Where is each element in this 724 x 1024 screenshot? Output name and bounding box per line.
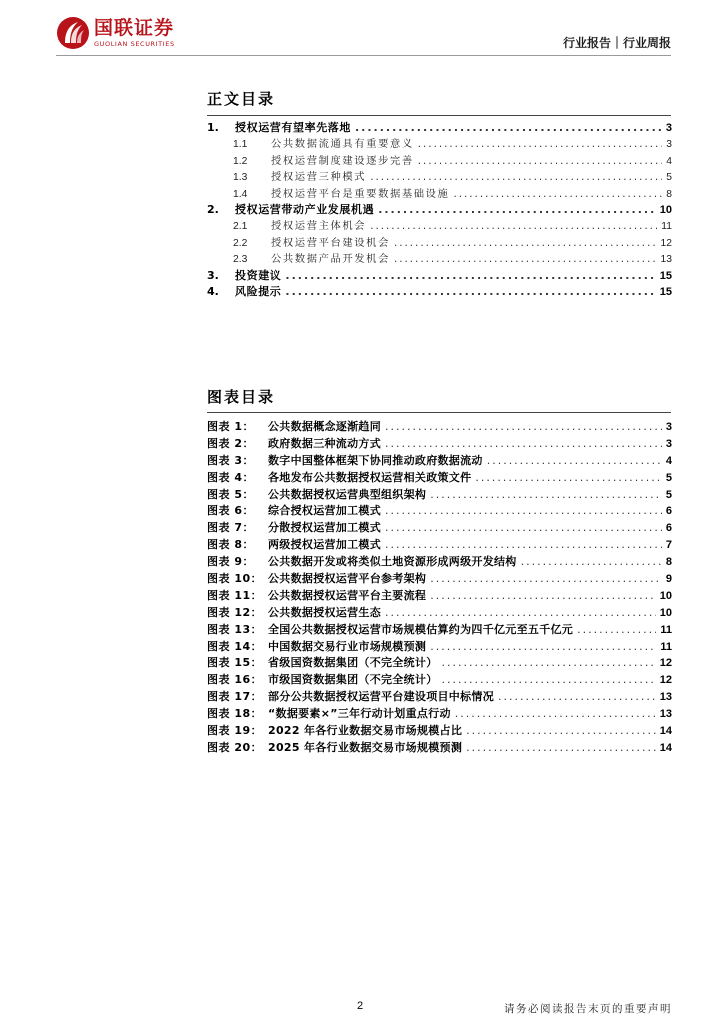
toc-entry[interactable] [207,169,672,185]
toc-entry-page: 11 [661,221,672,233]
figure-entry-label: 图表 12： [207,605,263,619]
toc-entry-page: 12 [660,237,672,249]
figure-leader-dots [385,537,662,554]
toc-entry-page: 3 [665,122,672,134]
toc-entry-title: 授权运营主体机会 [271,220,367,233]
toc-leader-dots [394,251,657,267]
figure-entry-title: 数字中国整体框架下协同推动政府数据流动 [268,453,483,467]
page-number: 2 [357,1000,364,1012]
figure-entry[interactable] [207,487,672,504]
toc-entry-title: 授权运营有望率先落地 [235,121,351,134]
disclaimer-note: 请务必阅读报告末页的重要声明 [504,1003,672,1015]
figure-entry[interactable] [207,503,672,520]
figure-entry-page: 12 [659,674,672,687]
figure-entry[interactable] [207,588,672,605]
figure-entry-label: 图表 15： [207,656,263,670]
figure-entry-page: 6 [665,522,672,535]
figure-entry-page: 4 [665,454,672,467]
figure-entry-title: 市级国资数据集团（不完全统计） [268,673,438,687]
toc-leader-dots [285,284,655,300]
figure-entry-label: 图表 9： [207,555,254,569]
toc-entry-title: 风险提示 [235,284,282,298]
company-logo [56,16,196,52]
figure-leader-dots [577,622,656,639]
toc-entry-page: 8 [666,188,672,200]
toc-leader-dots [394,235,657,251]
figure-entry[interactable] [207,622,672,639]
report-type-label: 行业报告｜行业周报 [562,36,671,50]
toc-leader-dots [453,186,662,202]
figure-entry[interactable] [207,554,672,571]
figure-entry-title: 公共数据授权运营平台参考架构 [268,572,427,586]
figure-entry-page: 10 [659,589,672,602]
figure-entry-page: 13 [659,691,672,704]
figure-entry-label: 图表 5： [207,487,254,501]
figure-entry-page: 3 [665,437,672,450]
figure-entry-page: 12 [659,657,672,670]
toc-entry-page: 10 [659,203,672,216]
toc-entry-title: 授权运营制度建设逐步完善 [271,154,414,167]
figure-leader-dots [466,740,656,757]
toc-entry-page: 15 [659,269,672,282]
figure-leader-dots [521,554,662,571]
figure-entry-page: 13 [659,708,672,721]
figure-list-title: 图表目录 [207,388,276,406]
figure-entry-title: 省级国资数据集团（不完全统计） [268,656,438,670]
figure-entry[interactable] [207,453,672,470]
figure-list-title-divider [207,412,671,413]
figure-entry[interactable] [207,470,672,487]
toc-entry[interactable] [207,186,672,202]
toc-entry-number: 1.2 [233,155,248,167]
toc-title-divider [207,115,671,116]
figure-entry-title: 中国数据交易行业市场规模预测 [268,639,427,653]
toc-entry-number: 4. [207,284,219,298]
toc-entry-number: 2.3 [233,254,248,266]
toc-title: 正文目录 [207,90,276,108]
toc-leader-dots [418,136,663,152]
figure-entry-title: 2025 年各行业数据交易市场规模预测 [268,740,463,754]
figure-leader-dots [430,571,662,588]
figure-leader-dots [385,419,662,436]
figure-entry-label: 图表 2： [207,436,254,450]
figure-entry-label: 图表 20： [207,740,263,754]
toc-list [207,120,672,300]
toc-entry-page: 3 [666,139,672,151]
figure-entry-title: 2022 年各行业数据交易市场规模占比 [268,724,463,738]
figure-entry[interactable] [207,436,672,453]
toc-entry[interactable] [207,251,672,267]
header-divider [56,55,671,56]
toc-entry[interactable] [207,153,672,169]
figure-entry-label: 图表 17： [207,690,263,704]
figure-entry-label: 图表 19： [207,724,263,738]
figure-entry-label: 图表 18： [207,707,263,721]
logo-english-name: GUOLIAN SECURITIES [94,40,175,48]
figure-entry-page: 5 [665,471,672,484]
figure-entry-title: 公共数据授权运营生态 [268,605,381,619]
toc-entry[interactable] [207,202,672,218]
toc-entry-title: 授权运营平台建设机会 [271,236,390,249]
figure-entry-label: 图表 10： [207,572,263,586]
toc-leader-dots [418,153,663,169]
figure-entry[interactable] [207,723,672,740]
toc-entry[interactable] [207,284,672,300]
toc-entry-number: 1.1 [233,139,248,151]
figure-entry-page: 3 [665,421,672,433]
figure-leader-dots [455,706,656,723]
figure-entry-page: 11 [660,623,672,636]
figure-entry-label: 图表 6： [207,504,254,518]
toc-entry-title: 公共数据产品开发机会 [271,253,390,266]
toc-entry-title: 授权运营平台是重要数据基础设施 [271,187,450,200]
figure-entry-label: 图表 13： [207,622,263,636]
figure-entry-page: 6 [665,505,672,518]
figure-leader-dots [442,672,656,689]
figure-entry-label: 图表 1： [207,420,254,433]
figure-entry-label: 图表 7： [207,521,254,535]
toc-entry-page: 13 [660,254,672,266]
figure-entry-page: 8 [665,556,672,569]
toc-leader-dots [355,120,662,136]
figure-entry-title: 政府数据三种流动方式 [268,436,381,450]
figure-entry[interactable] [207,605,672,622]
toc-entry[interactable] [207,235,672,251]
figure-entry-page: 10 [659,606,672,619]
toc-entry-page: 4 [666,155,672,167]
logo-chinese-name: 国联证券 [94,17,175,39]
toc-entry-number: 2.1 [233,221,248,233]
toc-entry-title: 公共数据流通具有重要意义 [271,138,414,151]
figure-entry-title: 各地发布公共数据授权运营相关政策文件 [268,470,472,484]
figure-entry-label: 图表 14： [207,639,263,653]
figure-entry[interactable] [207,520,672,537]
figure-entry-label: 图表 4： [207,470,254,484]
toc-entry-title: 授权运营带动产业发展机遇 [235,202,375,216]
toc-entry-number: 1.4 [233,188,248,200]
figure-entry-title: 分散授权运营加工模式 [268,521,381,535]
toc-entry[interactable] [207,218,672,234]
toc-entry-number: 1.3 [233,172,248,184]
toc-entry[interactable] [207,120,672,136]
figure-leader-dots [430,487,662,504]
page-header [0,0,724,62]
figure-leader-dots [385,503,662,520]
figure-leader-dots [385,436,662,453]
figure-entry-page: 9 [665,573,672,586]
figure-entry[interactable] [207,672,672,689]
figure-entry-title: 公共数据开发或将类似土地资源形成两级开发结构 [268,555,517,569]
figure-entry-page: 14 [659,725,672,738]
figure-entry-title: 公共数据授权运营平台主要流程 [268,588,427,602]
figure-entry-page: 14 [659,741,672,754]
toc-entry[interactable] [207,268,672,284]
figure-entry-label: 图表 3： [207,453,254,467]
toc-entry-title: 投资建议 [235,268,282,282]
figure-entry-label: 图表 8： [207,538,254,552]
toc-entry-number: 2.2 [233,237,248,249]
figure-entry-page: 7 [665,539,672,552]
guolian-logo-icon [56,16,90,50]
toc-entry-title: 授权运营三种模式 [271,171,367,184]
toc-entry[interactable] [207,136,672,152]
figure-leader-dots [430,588,656,605]
figure-entry[interactable] [207,537,672,554]
figure-entry-page: 5 [665,488,672,501]
figure-entry-title: 两级授权运营加工模式 [268,538,381,552]
figure-entry-title: 公共数据授权运营典型组织架构 [268,487,427,501]
figure-entry-title: “数据要素×”三年行动计划重点行动 [268,707,451,721]
figure-leader-dots [430,639,656,656]
figure-entry[interactable] [207,655,672,672]
toc-leader-dots [285,268,655,284]
figure-leader-dots [442,655,656,672]
figure-leader-dots [498,689,656,706]
figure-entry-page: 11 [660,640,672,653]
figure-leader-dots [475,470,661,487]
toc-entry-number: 1. [207,121,219,134]
figure-entry[interactable] [207,689,672,706]
figure-entry[interactable] [207,706,672,723]
figure-entry[interactable] [207,639,672,656]
figure-entry-title: 公共数据概念逐渐趋同 [268,420,381,433]
toc-leader-dots [370,169,662,185]
figure-leader-dots [487,453,662,470]
figure-entry[interactable] [207,419,672,436]
figure-leader-dots [385,520,662,537]
figure-entry-title: 部分公共数据授权运营平台建设项目中标情况 [268,690,494,704]
toc-leader-dots [378,202,656,218]
figure-entry-label: 图表 16： [207,673,263,687]
toc-entry-page: 15 [659,285,672,298]
toc-leader-dots [370,218,657,234]
toc-entry-page: 5 [666,172,672,184]
figure-entry[interactable] [207,740,672,757]
figure-list [207,419,672,757]
figure-entry-label: 图表 11： [207,588,263,602]
figure-entry[interactable] [207,571,672,588]
toc-entry-number: 2. [207,202,219,216]
figure-entry-title: 综合授权运营加工模式 [268,504,381,518]
figure-leader-dots [385,605,656,622]
figure-entry-title: 全国公共数据授权运营市场规模估算约为四千亿元至五千亿元 [268,622,574,636]
figure-leader-dots [466,723,656,740]
toc-entry-number: 3. [207,268,219,282]
